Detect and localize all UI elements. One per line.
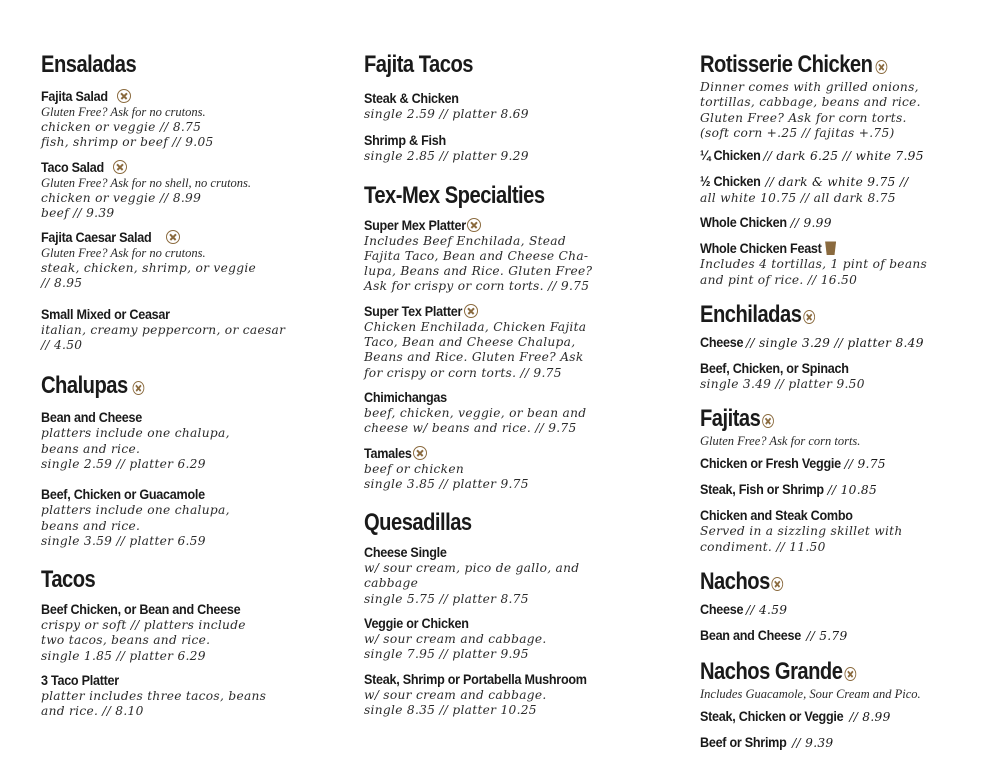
section-note: Includes Guacamole, Sour Cream and Pico. [700, 686, 921, 701]
item-desc: Served in a sizzling skillet with [700, 524, 903, 539]
item-name: 3 Taco Platter [41, 672, 119, 689]
section-title-ensaladas: Ensaladas [41, 51, 137, 78]
menu-item-steak-shrimp-portabella [364, 671, 664, 719]
item-name: Beef, Chicken, or Spinach [700, 360, 849, 377]
item-name: Beef Chicken, or Bean and Cheese [41, 601, 241, 618]
item-name: Super Mex Platter [364, 216, 466, 233]
item-name: Cheese [700, 600, 744, 617]
column-middle [364, 50, 664, 726]
item-name: Steak, Chicken or Veggie [700, 707, 844, 724]
gluten-free-icon [464, 304, 478, 318]
menu-item-small-mixed [41, 306, 331, 354]
item-desc: // 8.95 [41, 276, 83, 291]
section-title-tacos: Tacos [41, 566, 96, 594]
item-name: Beef, Chicken or Guacamole [41, 486, 205, 503]
item-name: Taco Salad [41, 158, 104, 175]
menu-item-chicken-fresh-veggie [700, 455, 990, 473]
section-title-text: Enchiladas [700, 301, 802, 329]
family-meal-icon [825, 241, 836, 255]
section-desc: Dinner comes with grilled onions, [700, 80, 919, 94]
menu-item-steak-chicken-veggie-nachos [700, 708, 990, 726]
gluten-free-icon [413, 446, 427, 460]
item-desc: Ask for crispy or corn torts. // 9.75 [364, 279, 590, 294]
gluten-free-icon [762, 414, 774, 428]
gluten-free-icon [844, 667, 856, 681]
item-desc: w/ sour cream, pico de gallo, and [364, 561, 580, 576]
item-desc: Fajita Taco, Bean and Cheese Cha- [364, 248, 589, 263]
item-desc: single 3.49 // platter 9.50 [700, 377, 865, 392]
item-desc: single 7.95 // platter 9.95 [364, 647, 529, 662]
gluten-free-icon [876, 60, 888, 74]
item-desc: beans and rice. [41, 441, 141, 456]
item-desc: single 5.75 // platter 8.75 [364, 591, 529, 606]
menu-item-beef-chicken-bean-tacos [41, 601, 331, 664]
section-title-chalupas [41, 371, 285, 401]
menu-item-caesar-salad [41, 229, 331, 292]
item-desc: steak, chicken, shrimp, or veggie [41, 261, 257, 276]
item-desc: single 1.85 // platter 6.29 [41, 648, 206, 663]
item-desc: fish, shrimp or beef // 9.05 [41, 135, 214, 150]
item-name: Cheese Single [364, 544, 447, 561]
menu-item-cheese-nachos [700, 601, 990, 619]
item-desc: w/ sour cream and cabbage. [364, 687, 547, 702]
gluten-free-icon [771, 577, 783, 591]
item-name: Beef or Shrimp [700, 733, 787, 750]
menu-item-chicken-steak-combo [700, 507, 990, 555]
item-desc: for crispy or corn torts. // 9.75 [364, 365, 562, 380]
item-price: // dark 6.25 // white 7.95 [763, 149, 924, 164]
item-desc: two tacos, beans and rice. [41, 633, 211, 648]
section-title-text: Rotisserie Chicken [700, 51, 873, 78]
item-desc: single 2.85 // platter 9.29 [364, 149, 529, 164]
item-name: Steak & Chicken [364, 90, 459, 106]
item-name: Fajita Caesar Salad [41, 229, 152, 246]
column-right [700, 50, 990, 760]
item-desc: single 8.35 // platter 10.25 [364, 702, 537, 717]
gluten-free-icon [133, 381, 145, 395]
item-desc: beans and rice. [41, 518, 141, 533]
item-name: Steak, Fish or Shrimp [700, 481, 824, 498]
item-name: Small Mixed or Ceasar [41, 305, 170, 322]
item-desc: Includes 4 tortillas, 1 pint of beans [700, 257, 928, 272]
menu-item-whole-chicken-feast [700, 240, 990, 288]
item-price: // dark & white 9.75 // [765, 175, 909, 190]
item-desc: all white 10.75 // all dark 8.75 [700, 191, 896, 206]
section-title-enchiladas [700, 300, 944, 330]
item-desc: Chicken Enchilada, Chicken Fajita [364, 319, 587, 334]
section-title-fajita-tacos: Fajita Tacos [364, 51, 473, 78]
item-desc: platters include one chalupa, [41, 426, 230, 441]
item-desc: and rice. // 8.10 [41, 704, 144, 719]
item-desc: // 4.50 [41, 338, 83, 353]
section-title-text: Chalupas [41, 372, 128, 400]
item-name: Fajita Salad [41, 88, 108, 104]
menu-item-steak-fish-shrimp [700, 481, 990, 499]
menu-item-half-chicken [700, 173, 990, 206]
item-name: Shrimp & Fish [364, 132, 446, 149]
item-price: // 4.59 [746, 602, 788, 617]
menu-item-super-mex-platter [364, 217, 664, 295]
item-desc: beef, chicken, veggie, or bean and [364, 405, 587, 420]
menu-item-beef-chicken-guac-chalupa [41, 486, 331, 549]
section-title-nachos-grande [700, 657, 944, 687]
item-desc: w/ sour cream and cabbage. [364, 632, 547, 647]
gluten-free-icon [467, 218, 481, 232]
section-title-nachos [700, 567, 944, 597]
item-note: Gluten Free? Ask for no shell, no crutons. [41, 175, 252, 190]
section-desc: (soft corn +.25 // fajitas +.75) [700, 125, 895, 140]
menu-item-veggie-chicken-quesadilla [364, 615, 664, 663]
gluten-free-icon [113, 160, 127, 174]
section-title-fajitas [700, 404, 944, 434]
item-name: Whole Chicken [700, 214, 787, 231]
section-title-text: Nachos Grande [700, 657, 843, 685]
item-desc: cabbage [364, 576, 419, 591]
item-desc: single 2.59 // platter 8.69 [364, 107, 529, 121]
menu-item-bean-cheese-chalupa [41, 409, 331, 472]
item-name: Steak, Shrimp or Portabella Mushroom [364, 670, 587, 687]
item-price: // 9.39 [792, 735, 834, 750]
section-title-texmex: Tex-Mex Specialties [364, 181, 545, 209]
item-name: Bean and Cheese [41, 409, 142, 426]
item-desc: Taco, Bean and Cheese Chalupa, [364, 335, 576, 350]
item-desc: single 2.59 // platter 6.29 [41, 456, 206, 471]
item-desc: condiment. // 11.50 [700, 539, 826, 554]
item-desc: chicken or veggie // 8.99 [41, 190, 202, 205]
item-name: Veggie or Chicken [364, 615, 469, 632]
item-note: Gluten Free? Ask for no crutons. [41, 105, 206, 119]
item-desc: Beans and Rice. Gluten Free? Ask [364, 350, 584, 365]
item-desc: beef or chicken [364, 461, 464, 476]
section-title-quesadillas: Quesadillas [364, 509, 472, 537]
item-name: Bean and Cheese [700, 626, 801, 643]
item-note: Gluten Free? Ask for no crutons. [41, 246, 206, 261]
item-name: Chicken and Steak Combo [700, 507, 853, 524]
menu-item-beef-shrimp-nachos [700, 734, 990, 752]
item-desc: chicken or veggie // 8.75 [41, 120, 202, 134]
item-desc: cheese w/ beans and rice. // 9.75 [364, 421, 577, 436]
item-name: Chicken or Fresh Veggie [700, 455, 841, 472]
menu-item-cheese-single [364, 544, 664, 607]
item-price: // 5.79 [806, 628, 848, 643]
menu-item-beef-chicken-spinach [700, 360, 990, 392]
item-name: ¼ Chicken [700, 147, 761, 164]
item-price: // 10.85 [827, 483, 878, 498]
item-desc: italian, creamy peppercorn, or caesar [41, 322, 286, 337]
item-price: // single 3.29 // platter 8.49 [746, 336, 924, 351]
item-desc: Includes Beef Enchilada, Stead [364, 233, 566, 248]
item-price: // 9.99 [790, 216, 832, 231]
gluten-free-icon [803, 310, 815, 324]
item-name: Whole Chicken Feast [700, 240, 822, 257]
item-name: Chimichangas [364, 388, 447, 405]
gluten-free-icon [117, 89, 131, 103]
item-desc: crispy or soft // platters include [41, 618, 246, 633]
section-desc: tortillas, cabbage, beans and rice. [700, 95, 921, 110]
item-desc: platters include one chalupa, [41, 503, 230, 518]
menu-item-tamales [364, 445, 664, 493]
menu-item-shrimp-fish-tacos [364, 132, 664, 164]
menu-item-quarter-chicken [700, 147, 990, 165]
gluten-free-icon [166, 230, 180, 244]
item-desc: single 3.85 // platter 9.75 [364, 476, 529, 491]
section-title-text: Nachos [700, 567, 770, 595]
menu-item-steak-chicken-tacos [364, 90, 664, 122]
section-title-rotisserie [700, 50, 944, 80]
item-price: // 8.99 [849, 709, 891, 724]
item-desc: single 3.59 // platter 6.59 [41, 533, 206, 548]
menu-item-super-tex-platter [364, 303, 664, 381]
menu-item-bean-cheese-nachos [700, 627, 990, 645]
item-name: Cheese [700, 334, 744, 351]
menu-item-three-taco-platter [41, 672, 331, 720]
item-desc: and pint of rice. // 16.50 [700, 272, 858, 287]
item-name: Super Tex Platter [364, 302, 463, 319]
menu-item-taco-salad [41, 159, 331, 222]
column-left [41, 50, 331, 728]
item-name: Tamales [364, 444, 412, 461]
item-desc: beef // 9.39 [41, 205, 115, 220]
item-name: ½ Chicken [700, 173, 761, 190]
menu-item-chimichangas [364, 389, 664, 437]
item-desc: lupa, Beans and Rice. Gluten Free? [364, 264, 593, 279]
section-title-text: Fajitas [700, 405, 761, 433]
menu-item-cheese-enchilada [700, 334, 990, 352]
section-note: Gluten Free? Ask for corn torts. [700, 434, 861, 449]
menu-item-whole-chicken [700, 214, 990, 232]
item-desc: platter includes three tacos, beans [41, 689, 267, 704]
menu-item-fajita-salad [41, 88, 331, 151]
item-price: // 9.75 [844, 457, 886, 472]
section-desc: Gluten Free? Ask for corn torts. [700, 110, 907, 125]
